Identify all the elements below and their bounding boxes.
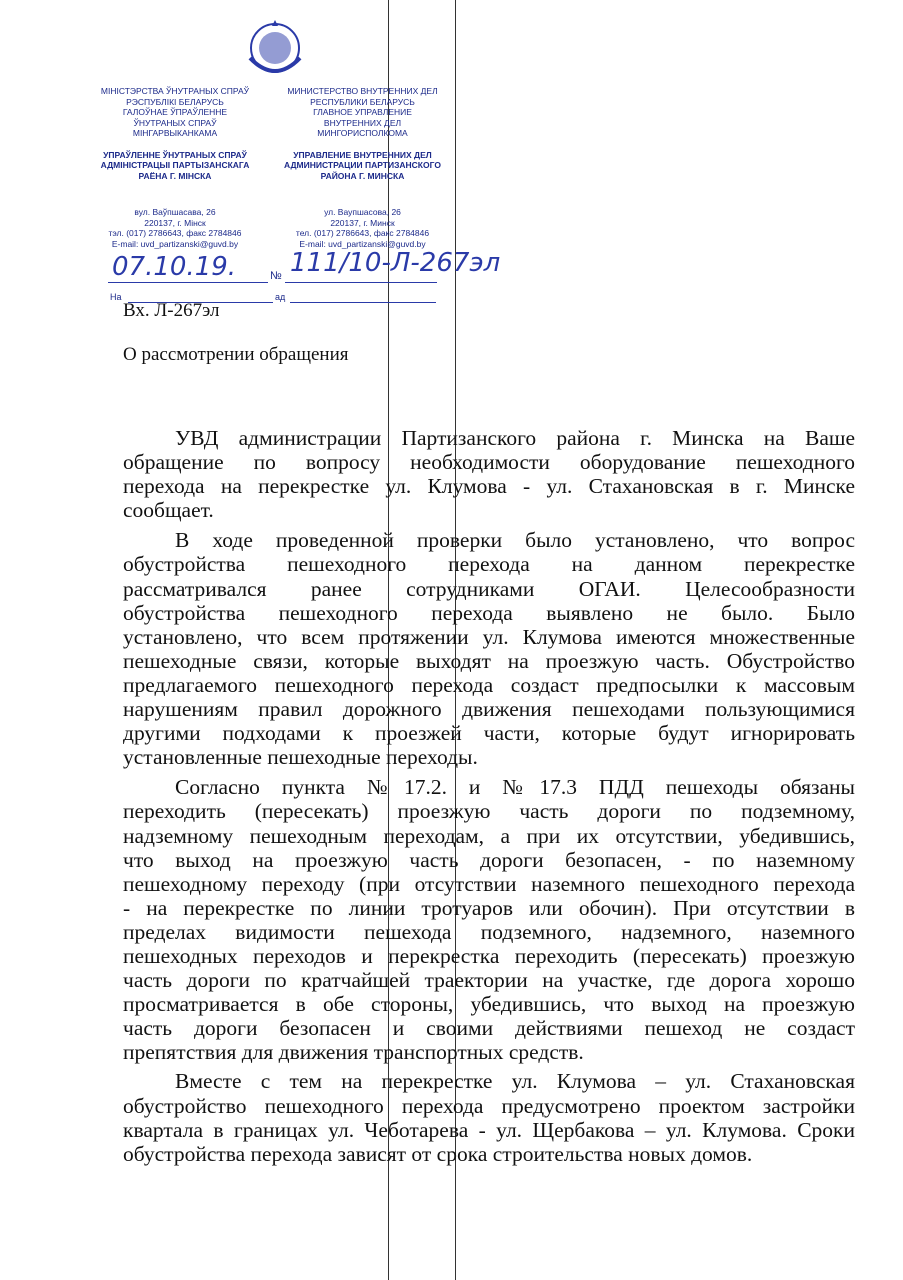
text-line: сообщает. <box>123 498 214 523</box>
text: E-mail: uvd_partizanski@guvd.by <box>299 238 426 249</box>
text-line: препятствия для движения транспортных средств. <box>123 1040 584 1065</box>
text-line: - на перекрестке по линии тротуаров или обочин). При отсутствии в <box>123 895 855 920</box>
text-line: просматривается в обе стороны, убедившись, что выход на проезжую <box>123 992 855 1017</box>
text: АДМИНИСТРАЦИИ ПАРТИЗАНСКОГО <box>284 160 441 170</box>
text-line: обустройство пешеходного перехода предусмотрено проектом застройки <box>123 1093 855 1118</box>
text-line: предлагаемого пешеходного перехода создаст предпосылки к массовым <box>123 672 855 697</box>
letterhead-right <box>280 86 445 249</box>
text: РЕСПУБЛИКИ БЕЛАРУСЬ <box>310 96 415 107</box>
text-line: УВД администрации Партизанского района г. Минска на Ваше <box>175 426 855 450</box>
paragraph <box>123 528 855 769</box>
ad-line <box>290 302 436 303</box>
text-line: обустройства пешеходного перехода выявлено не было. Было <box>123 600 855 625</box>
text: УПРАЎЛЕННЕ ЎНУТРАНЫХ СПРАЎ <box>103 149 247 160</box>
incoming-number: Вх. Л-267эл <box>123 300 220 321</box>
text: ВНУТРЕННИХ ДЕЛ <box>323 117 402 128</box>
text-line: переходить (пересекать) проезжую часть дороги по подземному, <box>123 799 855 824</box>
text: тел. (017) 2786643, факс 2784846 <box>295 228 430 238</box>
text: E-mail: uvd_partizanski@guvd.by <box>111 238 239 249</box>
text: 220137, г. Мінск <box>144 217 206 228</box>
text-line: обращение по вопросу необходимости оборудование пешеходного <box>123 450 855 475</box>
text-line: часть дороги безопасен и своими действиями пешеход не создаст <box>123 1016 855 1041</box>
text: ул. Ваупшасова, 26 <box>324 207 401 217</box>
letterhead-left <box>100 86 250 249</box>
text: МИНИСТЕРСТВО ВНУТРЕННИХ ДЕЛ <box>287 86 438 96</box>
text-line: пешеходному переходу (при отсутствии наземного пешеходного перехода <box>123 871 855 896</box>
text: МІНГАРВЫКАНКАМА <box>132 128 218 138</box>
paragraph <box>123 775 855 1064</box>
na-label: На <box>110 292 122 302</box>
text-line: Согласно пункта №17.2. и №17.3 ПДД пешеходы обязаны <box>175 775 855 800</box>
date-line <box>108 282 268 283</box>
text-line: установлено, что всем протяжении ул. Клумова имеются множественные <box>123 624 855 649</box>
text: 220137, г. Минск <box>330 217 395 228</box>
number-line <box>285 282 437 283</box>
text-line: рассматривался ранее сотрудниками ОГАИ. Целесообразности <box>123 576 855 601</box>
outgoing-date: 07.10.19. <box>112 252 237 282</box>
text-line: перехода на перекрестке ул. Клумова - ул. Стахановская в г. Минске <box>123 474 855 499</box>
text: вул. Ваўпшасава, 26 <box>134 207 216 217</box>
ad-label: ад <box>275 292 286 302</box>
text: ГАЛОЎНАЕ ЎПРАЎЛЕННЕ <box>122 107 228 117</box>
text: УПРАВЛЕНИЕ ВНУТРЕННИХ ДЕЛ <box>293 149 432 160</box>
text-line: В ходе проведенной проверки было установлено, что вопрос <box>175 528 855 553</box>
state-emblem-icon <box>240 18 310 80</box>
text: ГЛАВНОЕ УПРАВЛЕНИЕ <box>313 107 412 117</box>
text-line: пешеходные связи, которые выходят на проезжую часть. Обустройство <box>123 648 855 673</box>
text-line: пределах видимости пешехода подземного, надземного, наземного <box>123 919 855 944</box>
text: ЎНУТРАНЫХ СПРАЎ <box>133 117 217 128</box>
text-line: что выход на проезжую часть дороги безопасен, - по наземному <box>123 847 855 872</box>
text: АДМІНІСТРАЦЫІ ПАРТЫЗАНСКАГА <box>100 160 250 170</box>
text: РАЁНА Г. МІНСКА <box>138 170 212 181</box>
text: РАЙОНА Г. МИНСКА <box>320 170 405 181</box>
text: тэл. (017) 2786643, факс 2784846 <box>108 228 242 238</box>
text-line: Вместе с тем на перекрестке ул. Клумова – ул. Стахановская <box>175 1069 855 1094</box>
letter-body <box>123 426 855 1166</box>
text: РЭСПУБЛІКІ БЕЛАРУСЬ <box>126 96 224 107</box>
text-line: обустройства перехода зависят от срока строительства новых домов. <box>123 1141 753 1166</box>
paragraph <box>123 1069 855 1165</box>
number-label: № <box>270 270 282 282</box>
subject-line: О рассмотрении обращения <box>123 344 349 365</box>
text-line: часть дороги по кратчайшей траектории на участке, где дорога хорошо <box>123 968 855 993</box>
text-line: пешеходных переходов и перекрестка переходить (пересекать) проезжую <box>123 943 855 968</box>
text: МІНІСТЭРСТВА ЎНУТРАНЫХ СПРАЎ <box>100 86 250 96</box>
paragraph <box>123 426 855 522</box>
text-line: установленные пешеходные переходы. <box>123 745 478 770</box>
text-line: нарушениям правил дорожного движения пешеходами пользующимися <box>123 697 855 722</box>
text-line: надземному пешеходным переходам, а при их отсутствии, убедившись, <box>123 823 855 848</box>
text-line: другими подходами к проезжей части, которые будут игнорировать <box>123 721 855 746</box>
text: МИНГОРИСПОЛКОМА <box>317 128 408 138</box>
text-line: обустройства пешеходного перехода на данном перекрестке <box>123 552 855 577</box>
text-line: квартала в границах ул. Чеботарева - ул. Щербакова – ул. Клумова. Сроки <box>123 1117 855 1142</box>
outgoing-number: 111/10-Л-267эл <box>290 248 501 278</box>
